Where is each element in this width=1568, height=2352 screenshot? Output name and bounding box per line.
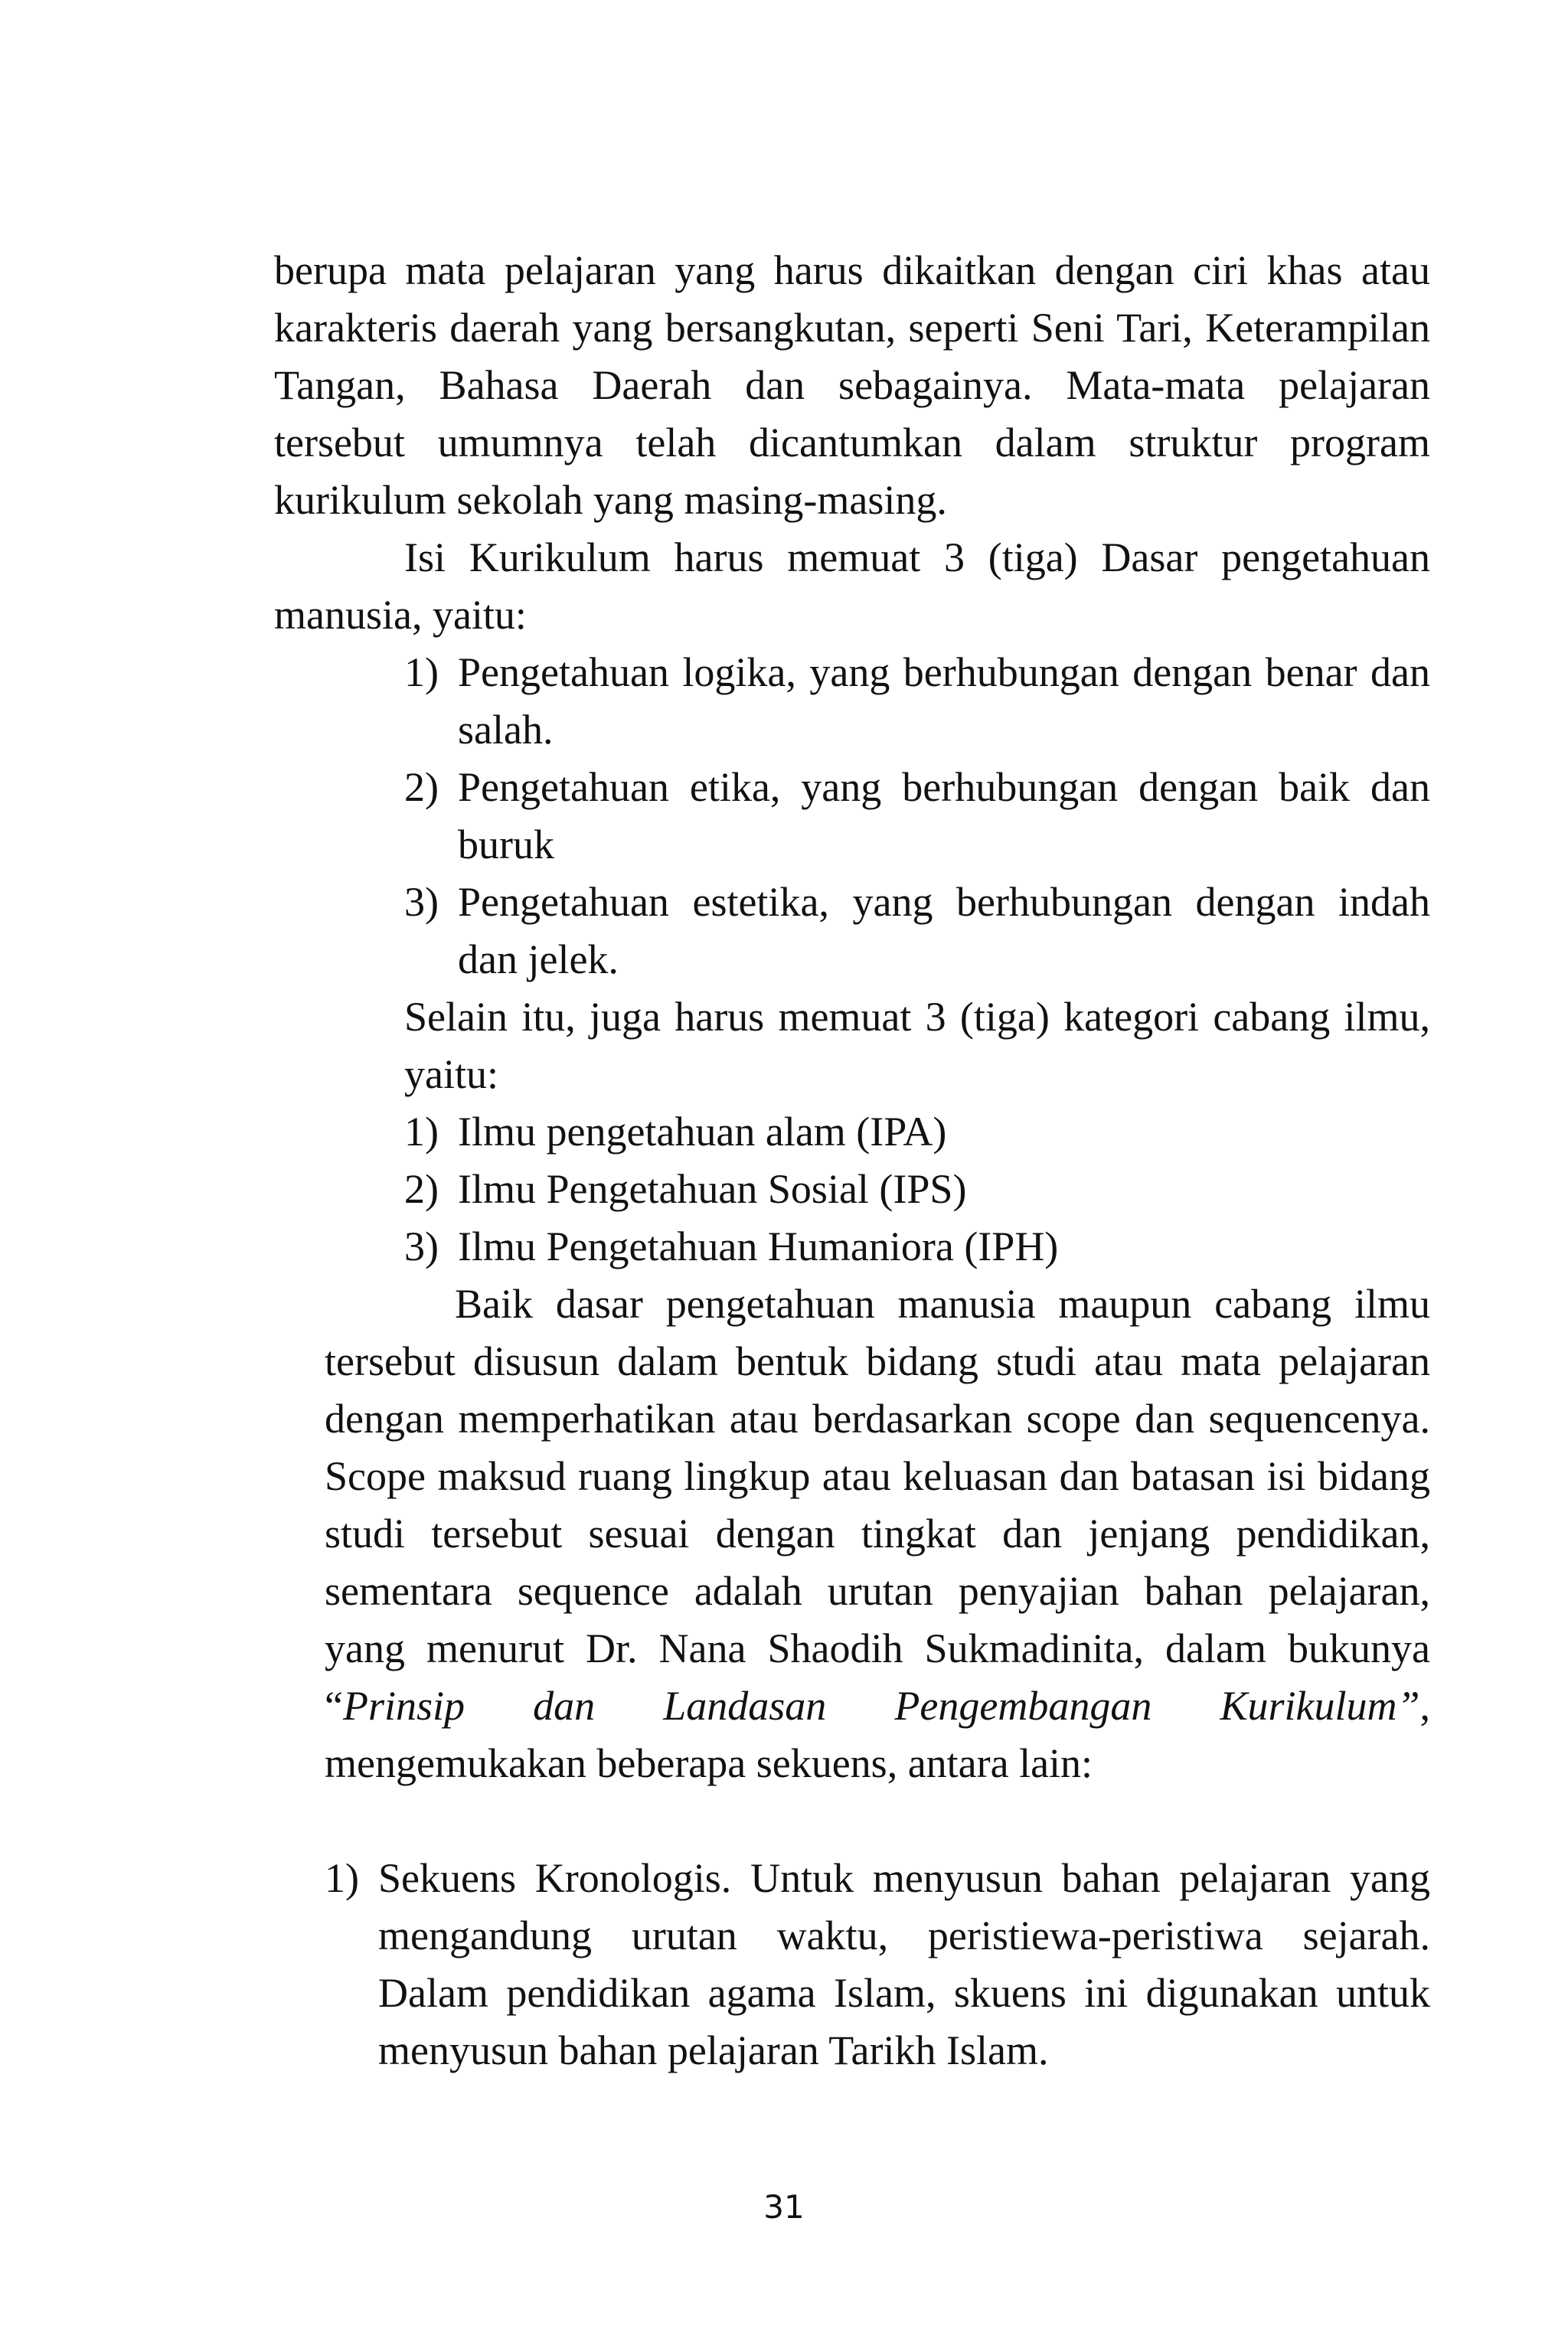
paragraph-baik-dasar [325,1276,1430,1792]
paragraph-text: Baik dasar pengetahuan manusia maupun cabang ilmu tersebut disusun dalam bentuk bidang studi atau mata pelajaran dengan memperhatikan atau berdasarkan scope dan sequencenya. Scope maksud ruang lingkup atau keluasan dan batasan isi bidang studi tersebut sesuai dengan tingkat dan jenjang pendidikan, sementara sequence adalah urutan penyajian bahan pelajaran, yang menurut Dr. Nana Shaodih Sukmadinita, dalam bukunya “ [325,1281,1430,1729]
list-item [404,759,1430,874]
page-number: 31 [763,2188,805,2226]
list-text: Pengetahuan estetika, yang berhubungan dengan indah dan jelek. [458,879,1430,982]
sekuens-list [325,1850,1430,2079]
list-text: Ilmu Pengetahuan Sosial (IPS) [458,1166,967,1212]
list-item [404,1161,1430,1218]
list-item [404,644,1430,759]
paragraph-text: Selain itu, juga harus memuat 3 (tiga) kategori cabang ilmu, yaitu: [404,994,1430,1097]
cabang-ilmu-list [404,1103,1430,1276]
list-number: 2) [404,764,439,810]
list-text: Sekuens Kronologis. Untuk menyusun bahan pelajaran yang mengandung urutan waktu, peristiewa-peristiwa sejarah. Dalam pendidikan agama Islam, skuens ini digunakan untuk menyusun bahan pelajaran Tarikh Islam. [378,1855,1430,2073]
list-number: 3) [404,1223,439,1269]
list-item [325,1850,1430,2079]
list-number: 1) [325,1855,359,1901]
list-number: 1) [404,1109,439,1155]
list-item [404,1103,1430,1161]
list-number: 1) [404,649,439,695]
list-item [404,1218,1430,1276]
paragraph-text: Isi Kurikulum harus memuat 3 (tiga) Dasar pengetahuan manusia, yaitu: [274,534,1430,638]
list-number: 3) [404,879,439,925]
list-number: 2) [404,1166,439,1212]
list-text: Ilmu Pengetahuan Humaniora (IPH) [458,1223,1059,1269]
paragraph-text: berupa mata pelajaran yang harus dikaitkan dengan ciri khas atau karakteris daerah yang bersangkutan, seperti Seni Tari, Keterampilan Tangan, Bahasa Daerah dan sebagainya. Mata-mata pelajaran tersebut umumnya telah dicantumkan dalam struktur program kurikulum sekolah yang masing-masing. [274,247,1430,523]
book-title: Prinsip dan Landasan Pengembangan Kurikulum” [342,1683,1420,1729]
paragraph-continuation [274,242,1430,529]
list-item [404,874,1430,988]
list-text: Ilmu pengetahuan alam (IPA) [458,1109,947,1155]
paragraph-text: , mengemukakan beberapa sekuens, antara lain: [325,1683,1430,1786]
paragraph-isi-kurikulum [274,529,1430,644]
list-text: Pengetahuan logika, yang berhubungan dengan benar dan salah. [458,649,1430,753]
dasar-pengetahuan-list [404,644,1430,988]
list-text: Pengetahuan etika, yang berhubungan dengan baik dan buruk [458,764,1430,867]
paragraph-selain-itu [404,988,1430,1103]
